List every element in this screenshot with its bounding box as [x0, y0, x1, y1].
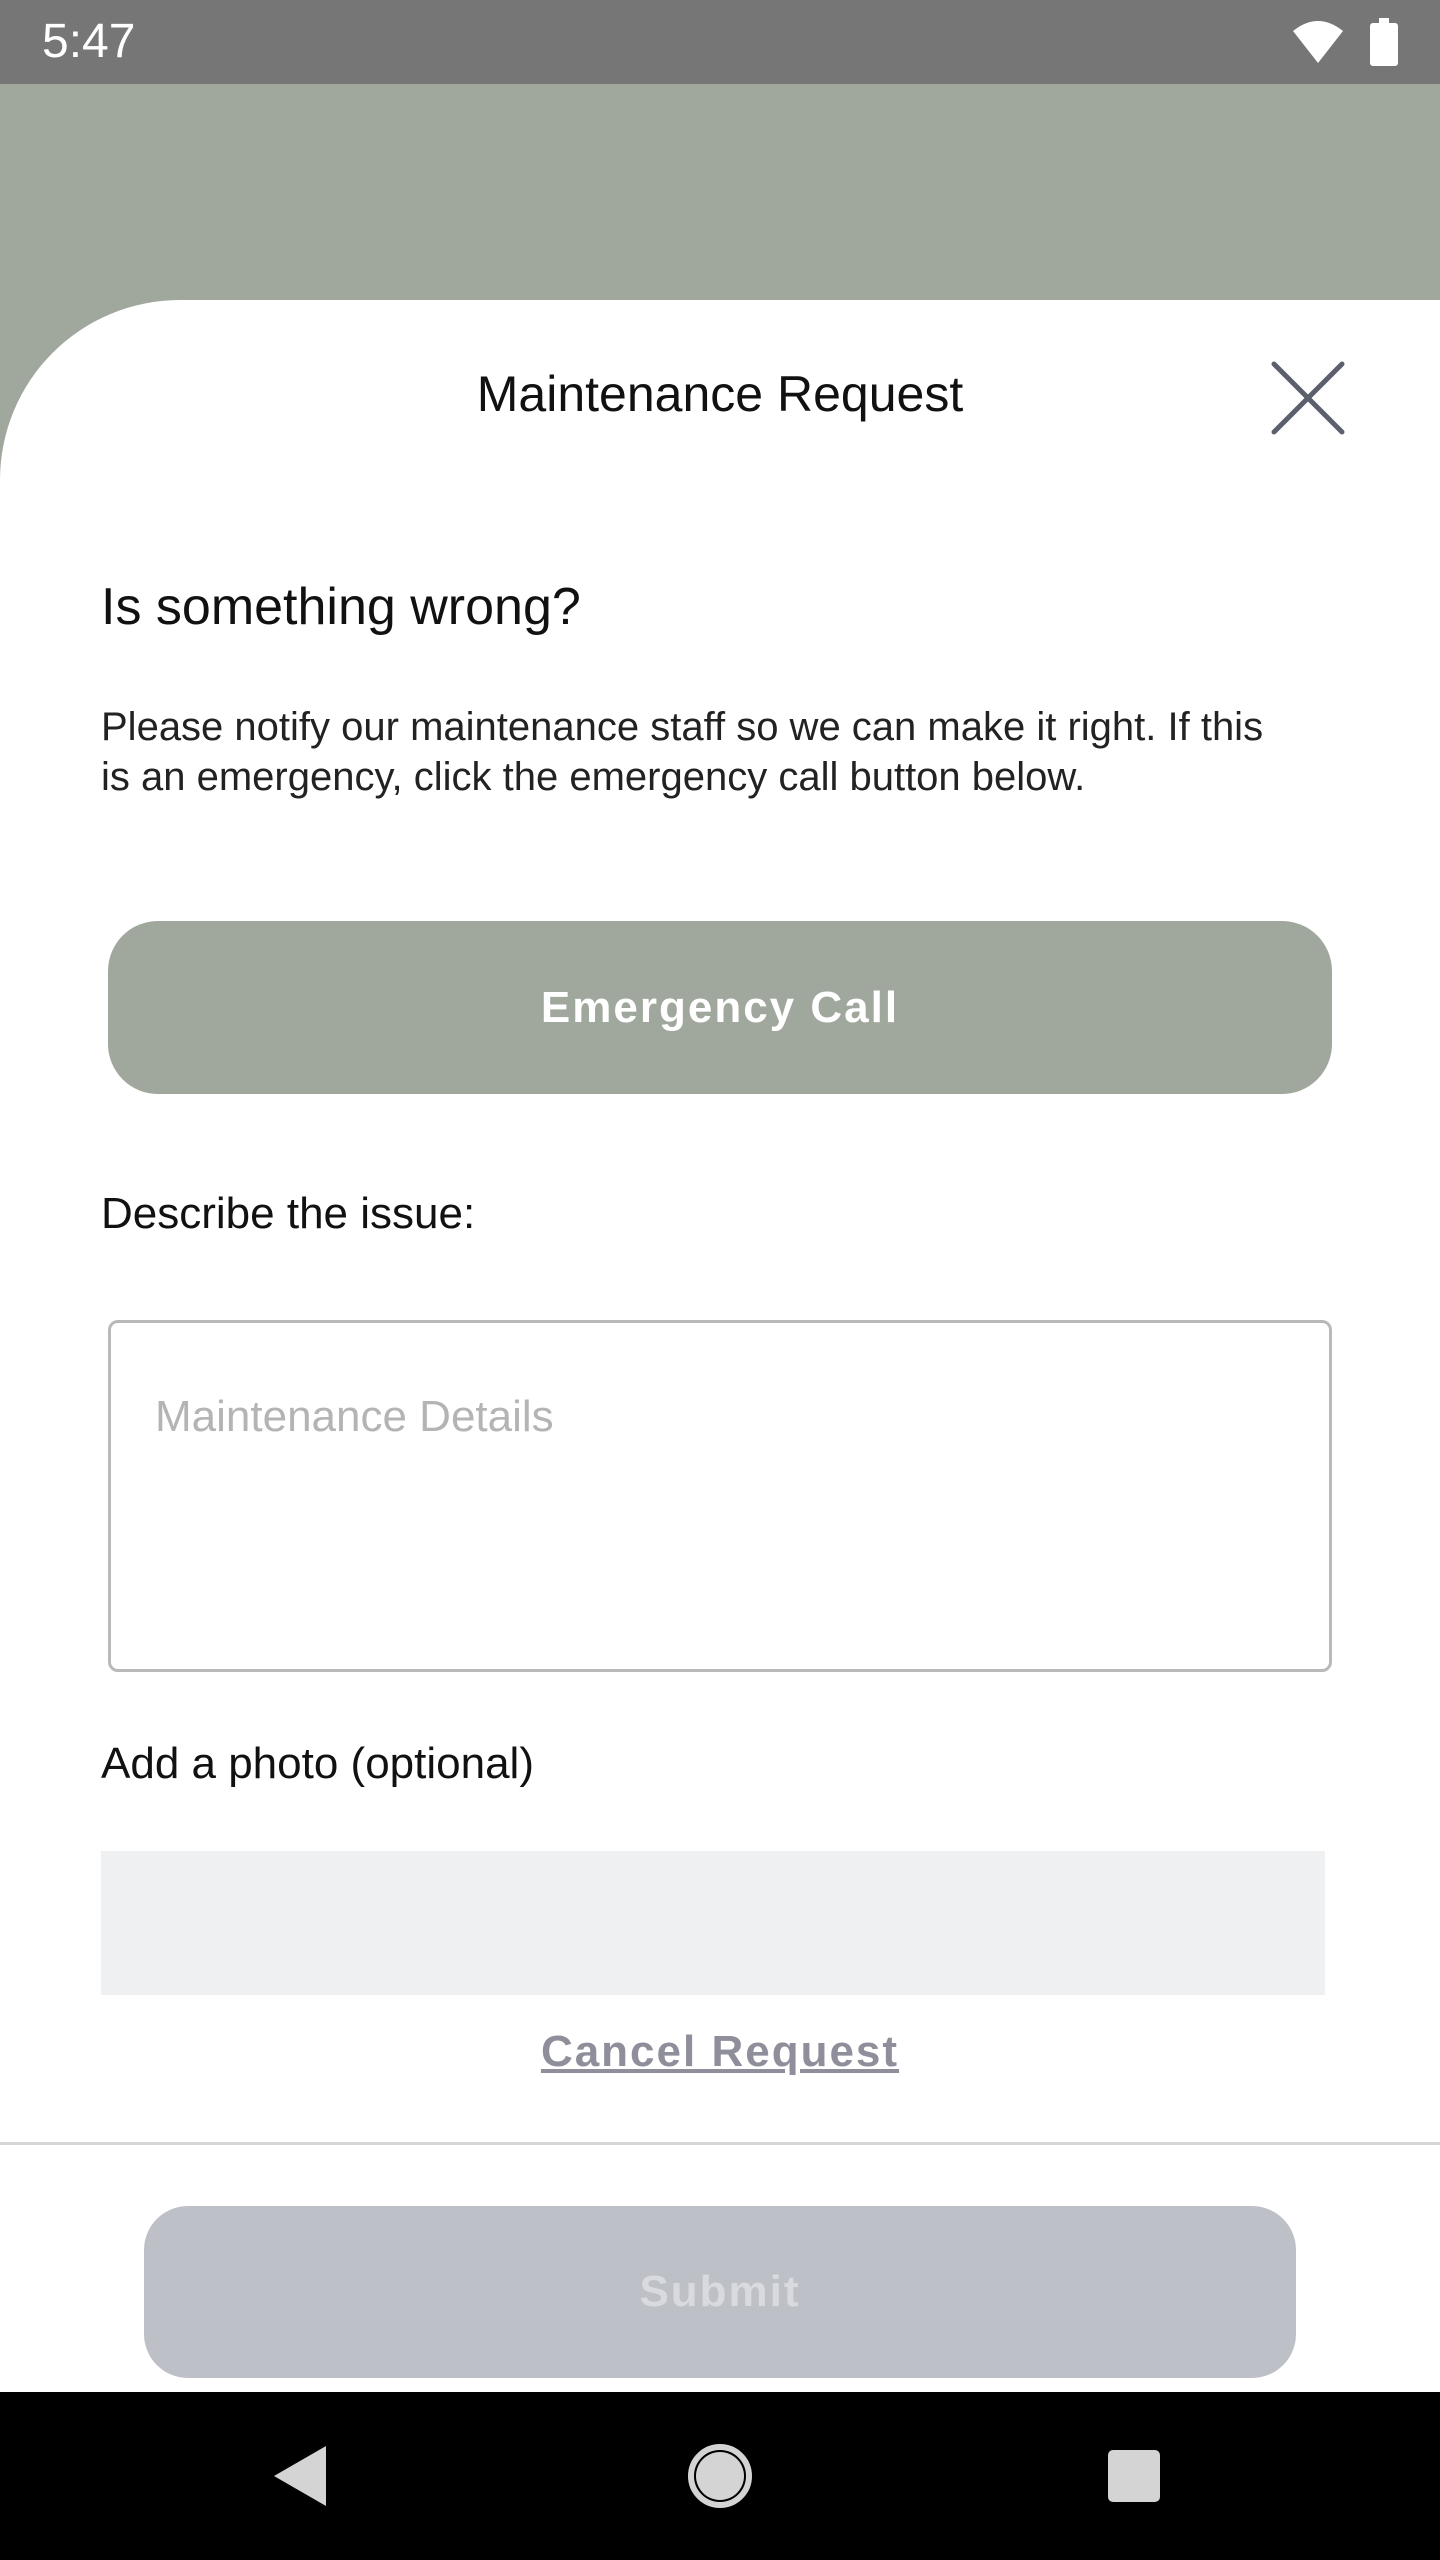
question-heading: Is something wrong?: [101, 578, 581, 636]
cancel-request-link[interactable]: Cancel Request: [540, 2027, 900, 2076]
maintenance-request-sheet: [0, 300, 1440, 2392]
close-icon: [1270, 360, 1346, 436]
status-icons: [1292, 18, 1398, 71]
status-time: 5:47: [42, 15, 136, 68]
navigation-bar: [0, 2392, 1440, 2560]
battery-icon: [1370, 18, 1398, 71]
close-button[interactable]: [1262, 352, 1354, 444]
recents-button[interactable]: [1084, 2426, 1184, 2526]
sheet-title: Maintenance Request: [476, 366, 964, 422]
home-button[interactable]: [670, 2426, 770, 2526]
footer-divider: [0, 2142, 1440, 2145]
status-bar: [0, 0, 1440, 84]
add-photo-area[interactable]: [101, 1851, 1325, 1995]
emergency-call-button[interactable]: Emergency Call: [108, 921, 1332, 1094]
wifi-icon: [1292, 19, 1344, 70]
recents-icon: [1107, 2449, 1161, 2503]
maintenance-details-input[interactable]: [155, 1389, 1275, 1649]
add-photo-label: Add a photo (optional): [101, 1739, 534, 1788]
intro-text: Please notify our maintenance staff so we can make it right. If this is an emergency, click the emergency call button below.: [101, 705, 1264, 799]
back-button[interactable]: [250, 2426, 350, 2526]
maintenance-details-box: [108, 1320, 1332, 1672]
describe-issue-label: Describe the issue:: [101, 1189, 476, 1238]
back-icon: [270, 2444, 330, 2508]
submit-button[interactable]: Submit: [144, 2206, 1296, 2378]
home-icon: [687, 2443, 753, 2509]
